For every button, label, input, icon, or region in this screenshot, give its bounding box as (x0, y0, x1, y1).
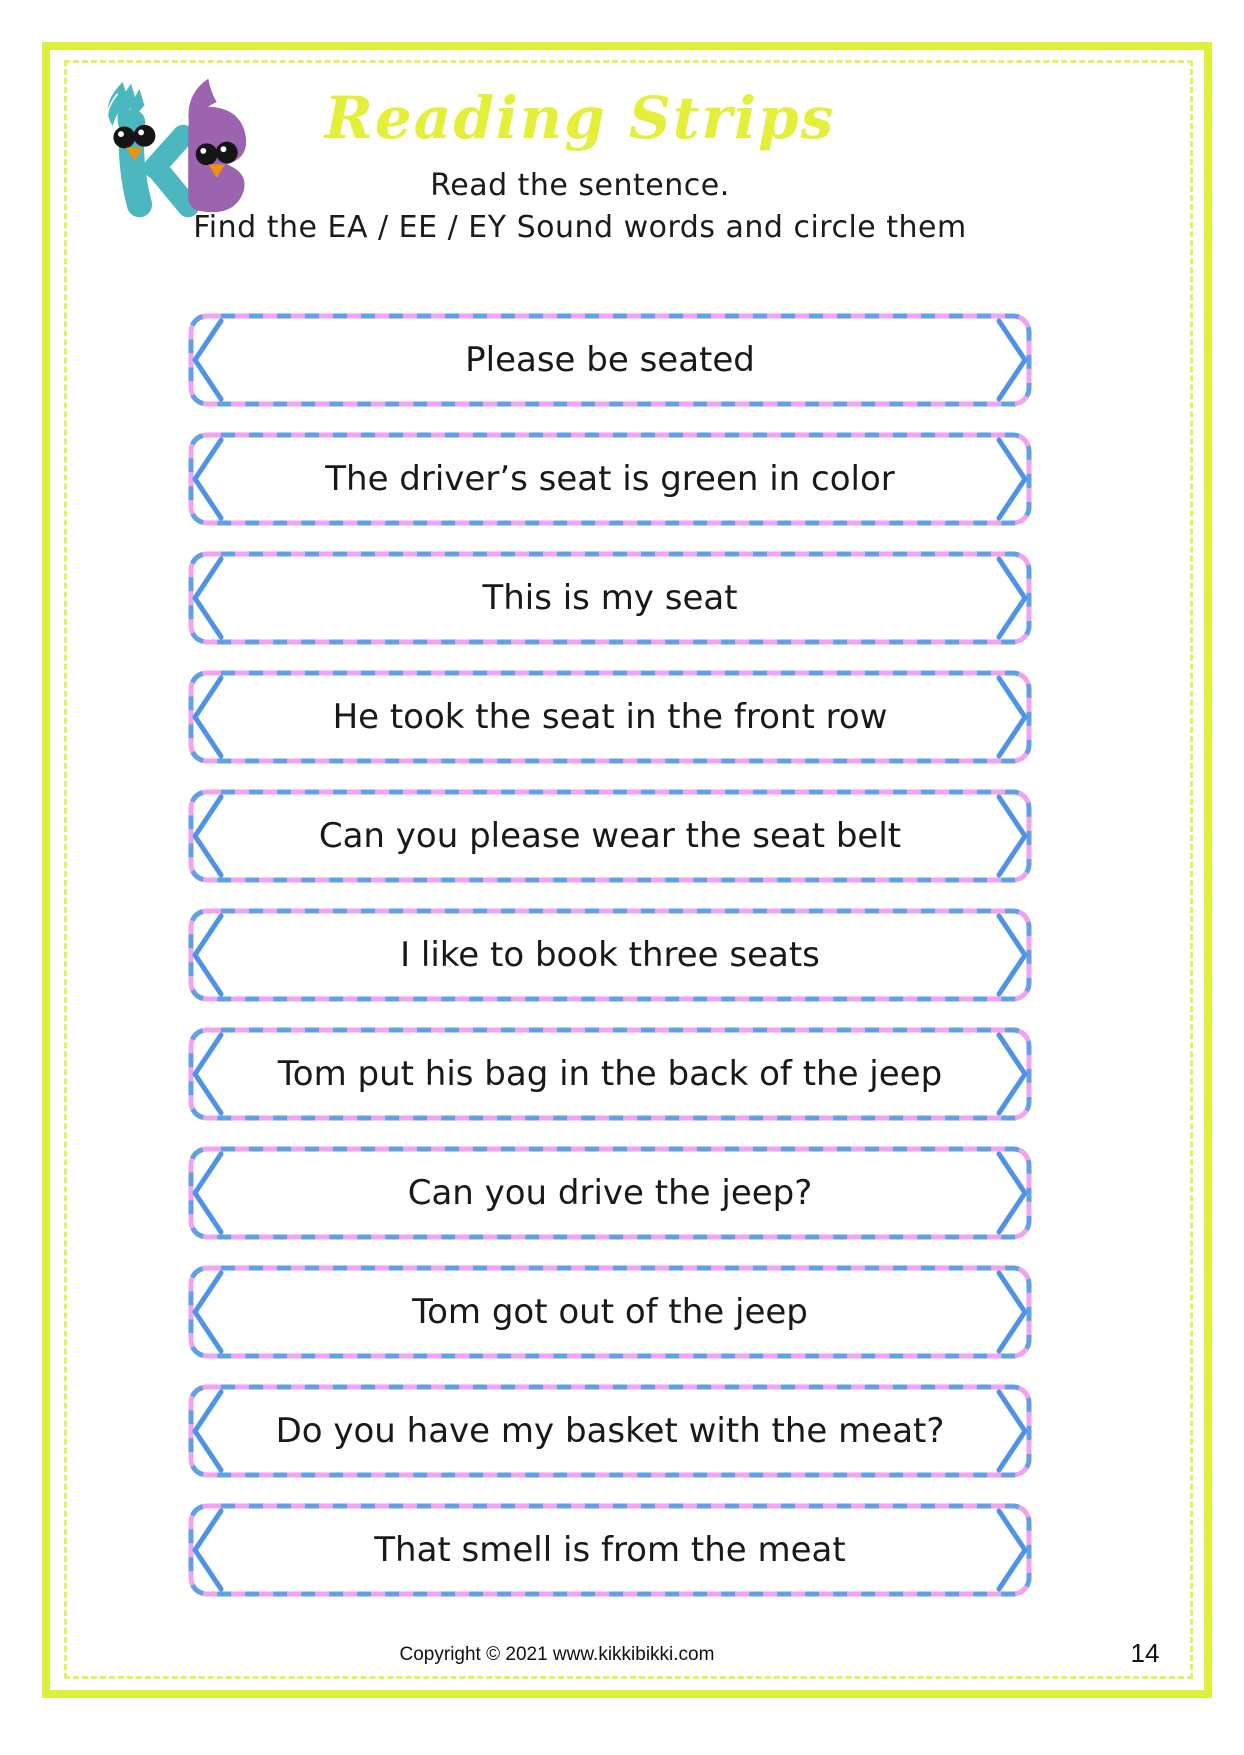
strip-sentence: Tom put his bag in the back of the jeep (277, 1054, 943, 1094)
reading-strip (188, 908, 1032, 1002)
page-number: 14 (1130, 1638, 1160, 1668)
strips-container (188, 313, 1032, 1622)
strip-sentence: I like to book three seats (400, 935, 820, 975)
reading-strip (188, 551, 1032, 645)
reading-strip (188, 313, 1032, 407)
reading-strip (188, 432, 1032, 526)
reading-strip (188, 1027, 1032, 1121)
strip-sentence: Tom got out of the jeep (412, 1292, 808, 1332)
strip-sentence: This is my seat (482, 578, 738, 618)
reading-strip (188, 1384, 1032, 1478)
reading-strip (188, 670, 1032, 764)
strip-sentence: Can you drive the jeep? (407, 1173, 813, 1213)
reading-strip (188, 1265, 1032, 1359)
reading-strip (188, 789, 1032, 883)
strip-sentence: He took the seat in the front row (332, 697, 888, 737)
instruction-line-1: Read the sentence. (430, 168, 730, 203)
copyright-text: Copyright © 2021 www.kikkibikki.com (399, 1644, 715, 1665)
strip-sentence: Do you have my basket with the meat? (275, 1411, 945, 1451)
strip-sentence: Please be seated (465, 340, 755, 380)
strip-sentence: Can you please wear the seat belt (318, 816, 902, 856)
instruction-line-2: Find the EA / EE / EY Sound words and circle them (193, 210, 967, 245)
strip-sentence: That smell is from the meat (374, 1530, 846, 1570)
strip-sentence: The driver’s seat is green in color (325, 459, 895, 499)
reading-strip (188, 1503, 1032, 1597)
reading-strip (188, 1146, 1032, 1240)
page-title: Reading Strips (324, 84, 836, 152)
